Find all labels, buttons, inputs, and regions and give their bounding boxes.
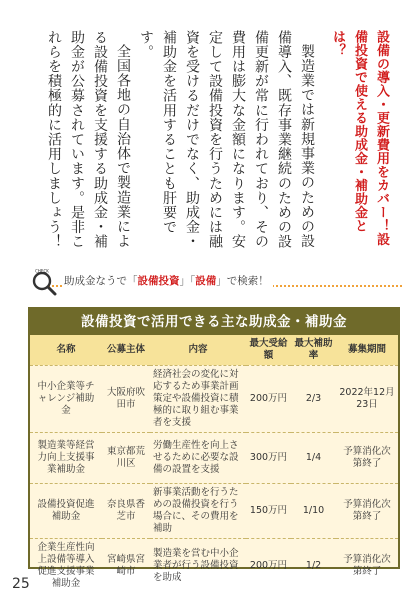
- cell-content: 労働生産性を向上させるために必要な設備の設置を支援: [150, 432, 246, 483]
- cell-period: 2022年12月23日: [336, 365, 398, 432]
- article-paragraph-2: 全国各地の自治体で製造業による設備投資を支援する助成金・補助金が公募されています。是非これらを積極的に活用しましょう！: [46, 30, 131, 249]
- col-header-content: 内容: [150, 335, 246, 365]
- cell-amount: 150万円: [246, 483, 291, 538]
- cell-amount: 300万円: [246, 432, 291, 483]
- cell-org: 宮崎県宮崎市: [102, 538, 150, 593]
- cell-name: 中小企業等チャレンジ補助金: [30, 365, 102, 432]
- cell-period: 予算消化次第終了: [336, 483, 398, 538]
- cell-rate: 1/4: [291, 432, 336, 483]
- magnifier-check-icon: [30, 268, 58, 296]
- article-body: [42, 30, 318, 258]
- cell-content: 新事業活動を行うための設備投資を行う場合に、その費用を補助: [150, 483, 246, 538]
- cell-rate: 2/3: [291, 365, 336, 432]
- cell-rate: 1/2: [291, 538, 336, 593]
- cell-org: 大阪府吹田市: [102, 365, 150, 432]
- cell-org: 奈良県香芝市: [102, 483, 150, 538]
- col-header-rate: 最大補助率: [291, 335, 336, 365]
- search-hint: [30, 268, 402, 294]
- col-header-name: 名称: [30, 335, 102, 365]
- table-title: 設備投資で活用できる主な助成金・補助金: [30, 309, 398, 335]
- page-number: 25: [12, 576, 30, 592]
- cell-name: 製造業等経営力向上支援事業補助金: [30, 432, 102, 483]
- cell-rate: 1/10: [291, 483, 336, 538]
- article-title: 設備の導入・更新費用をカバー！設備投資で使える助成金・補助金とは？: [330, 30, 389, 246]
- cell-name: 設備投資促進補助金: [30, 483, 102, 538]
- cell-org: 東京都荒川区: [102, 432, 150, 483]
- svg-text:CHECK: CHECK: [35, 268, 49, 274]
- search-text: 助成金なうで「設備投資」「設備」で検索！: [64, 273, 273, 288]
- cell-content: 製造業を営む中小企業者が行う設備投資を助成: [150, 538, 246, 593]
- col-header-period: 募集期間: [336, 335, 398, 365]
- table-row: [30, 432, 398, 483]
- cell-amount: 200万円: [246, 538, 291, 593]
- table-row: [30, 538, 398, 593]
- keyword-setsubi-toushi: 設備投資: [137, 275, 180, 287]
- cell-amount: 200万円: [246, 365, 291, 432]
- table-row: [30, 365, 398, 432]
- subsidy-table: [30, 335, 398, 593]
- table-row: [30, 483, 398, 538]
- article-paragraph-1: 製造業では新規事業のための設備導入、既存事業継続のための設備更新が常に行われており、その費用は膨大な金額になります。安定して設備投資を行うためには融資を受けるだけでなく、助成金・補助金を活用することも肝要です。: [138, 30, 315, 249]
- vertical-article: [42, 30, 392, 258]
- cell-content: 経済社会の変化に対応するため事業計画策定や設備投資に積極的に取り組む事業者を支援: [150, 365, 246, 432]
- subsidy-table-box: [28, 307, 400, 589]
- col-header-amount: 最大受給額: [246, 335, 291, 365]
- cell-name: 企業生産性向上設備等導入促進支援事業補助金: [30, 538, 102, 593]
- cell-period: 予算消化次第終了: [336, 538, 398, 593]
- keyword-setsubi: 設備: [195, 275, 217, 287]
- col-header-org: 公募主体: [102, 335, 150, 365]
- cell-period: 予算消化次第終了: [336, 432, 398, 483]
